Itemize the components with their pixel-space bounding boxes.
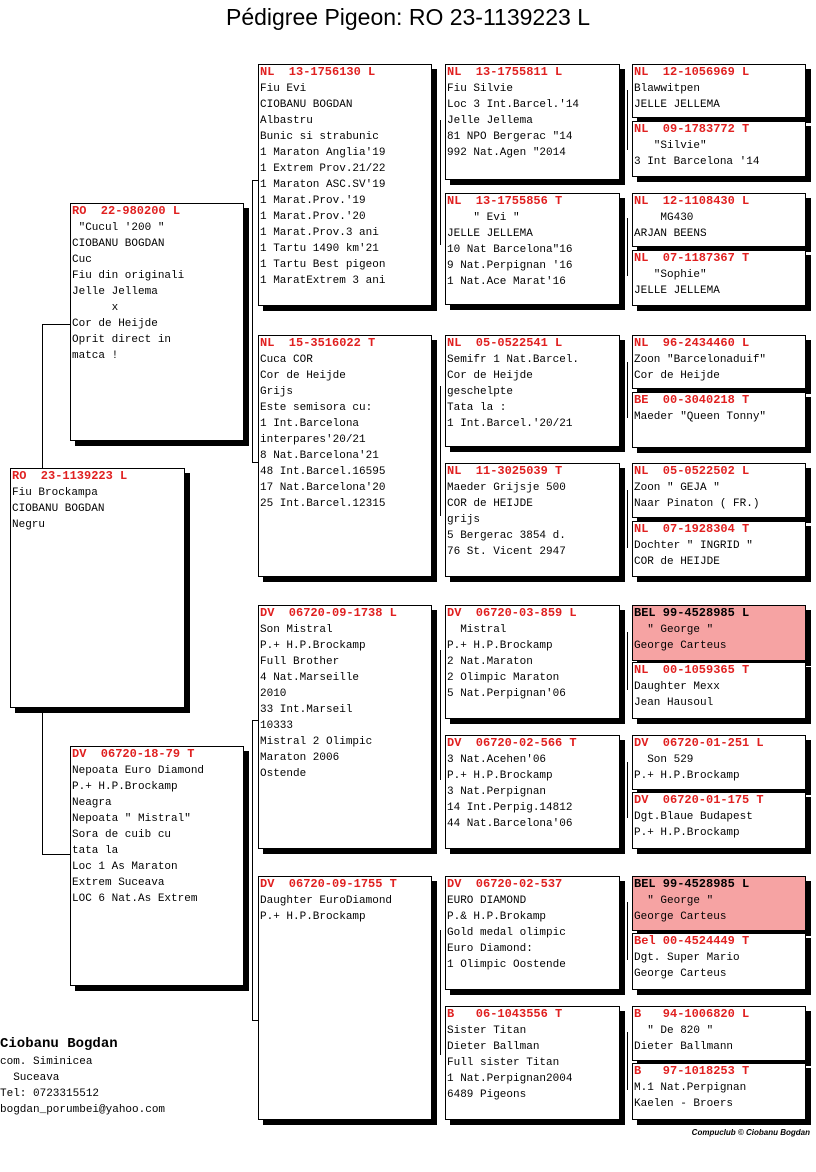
- ring-number: DV 06720-09-1738 L: [260, 606, 397, 620]
- ring-number: NL 07-1928304 T: [634, 522, 750, 536]
- ancestor-card: [445, 735, 620, 849]
- ancestor-card: [632, 64, 806, 118]
- ring-number: NL 13-1756130 L: [260, 65, 376, 79]
- connector-line: [252, 720, 253, 1020]
- pigeon-info: M.1 Nat.Perpignan Kaelen - Broers: [634, 1082, 747, 1110]
- ancestor-card: [445, 463, 620, 577]
- connector-line: [627, 632, 628, 690]
- pigeon-info: " George " George Carteus: [634, 624, 727, 652]
- ring-number: DV 06720-18-79 T: [72, 747, 195, 761]
- ring-number: NL 09-1783772 T: [634, 122, 750, 136]
- ring-number: NL 07-1187367 T: [634, 251, 750, 265]
- pigeon-info: EURO DIAMOND P.& H.P.Brokamp Gold medal olimpic Euro Diamond: 1 Olimpic Oostende: [447, 895, 566, 971]
- connector-line: [252, 180, 253, 462]
- pigeon-info: Dochter " INGRID " COR de HEIJDE: [634, 540, 753, 568]
- ancestor-card: [632, 1063, 806, 1120]
- ring-number: NL 05-0522502 L: [634, 464, 750, 478]
- ring-number: RO 22-980200 L: [72, 204, 181, 218]
- pigeon-info: Dgt.Blaue Budapest P.+ H.P.Brockamp: [634, 811, 753, 839]
- breeder-details: com. Siminicea Suceava Tel: 0723315512 bogdan_porumbei@yahoo.com: [0, 1056, 166, 1116]
- ring-number: B 06-1043556 T: [447, 1007, 563, 1021]
- ring-number: RO 23-1139223 L: [12, 469, 128, 483]
- connector-line: [42, 710, 43, 854]
- ancestor-card-highlighted: [632, 876, 806, 931]
- ring-number: NL 11-3025039 T: [447, 464, 563, 478]
- pigeon-info: Mistral P.+ H.P.Brockamp 2 Nat.Maraton 2 Olimpic Maraton 5 Nat.Perpignan'06: [447, 624, 566, 700]
- ring-number: B 97-1018253 T: [634, 1064, 750, 1078]
- ring-number: DV 06720-02-566 T: [447, 736, 577, 750]
- pigeon-info: "Sophie" JELLE JELLEMA: [634, 269, 720, 297]
- ring-number: NL 13-1755811 L: [447, 65, 563, 79]
- pigeon-info: Semifr 1 Nat.Barcel. Cor de Heijde geschelpte Tata la : 1 Int.Barcel.'20/21: [447, 354, 580, 430]
- dam-card: [70, 746, 244, 986]
- ancestor-card: [445, 876, 620, 990]
- connector-line: [440, 120, 441, 245]
- pigeon-info: Blawwitpen JELLE JELLEMA: [634, 83, 720, 111]
- ancestor-card: [632, 250, 806, 306]
- connector-line: [627, 362, 628, 418]
- ancestor-card: [632, 933, 806, 990]
- connector-line: [627, 490, 628, 548]
- ancestor-card-highlighted: [632, 605, 806, 661]
- pigeon-info: Zoon " GEJA " Naar Pinaton ( FR.): [634, 482, 760, 510]
- ancestor-card: [445, 64, 620, 180]
- pigeon-info: Maeder Grijsje 500 COR de HEIJDE grijs 5 Bergerac 3854 d. 76 St. Vicent 2947: [447, 482, 566, 558]
- ancestor-card: [445, 1006, 620, 1120]
- ring-number: DV 06720-02-537: [447, 877, 563, 891]
- ancestor-card: [632, 392, 806, 448]
- footer-credit: Compuclub © Ciobanu Bogdan: [691, 1128, 810, 1137]
- ancestor-card: [632, 463, 806, 518]
- pigeon-info: "Cucul '200 " CIOBANU BOGDAN Cuc Fiu din originali Jelle Jellema x Cor de Heijde Oprit direct in matca !: [72, 222, 185, 362]
- pigeon-info: " Evi " JELLE JELLEMA 10 Nat Barcelona"16 9 Nat.Perpignan '16 1 Nat.Ace Marat'16: [447, 212, 573, 288]
- pigeon-info: Son 529 P.+ H.P.Brockamp: [634, 754, 740, 782]
- ancestor-card: [632, 735, 806, 790]
- ring-number: NL 00-1059365 T: [634, 663, 750, 677]
- pigeon-info: 3 Nat.Acehen'06 P.+ H.P.Brockamp 3 Nat.Perpignan 14 Int.Perpig.14812 44 Nat.Barcelona'06: [447, 754, 573, 830]
- connector-line: [42, 324, 70, 325]
- breeder-name: Ciobanu Bogdan: [0, 1036, 118, 1052]
- pigeon-info: Fiu Silvie Loc 3 Int.Barcel.'14 Jelle Jellema 81 NPO Bergerac "14 992 Nat.Agen "2014: [447, 83, 580, 159]
- connector-line: [42, 854, 70, 855]
- pigeon-info: Nepoata Euro Diamond P.+ H.P.Brockamp Neagra Nepoata " Mistral" Sora de cuib cu tata la Loc 1 As Maraton Extrem Suceava LOC 6 Nat.As Extrem: [72, 765, 205, 905]
- ring-number: DV 06720-09-1755 T: [260, 877, 397, 891]
- ancestor-card: [632, 521, 806, 577]
- connector-line: [440, 930, 441, 1055]
- ancestor-card: [632, 662, 806, 719]
- pigeon-info: Sister Titan Dieter Ballman Full sister Titan 1 Nat.Perpignan2004 6489 Pigeons: [447, 1025, 573, 1101]
- pigeon-info: Son Mistral P.+ H.P.Brockamp Full Brother 4 Nat.Marseille 2010 33 Int.Marseil 10333 Mistral 2 Olimpic Maraton 2006 Ostende: [260, 624, 373, 780]
- ring-number: Bel 00-4524449 T: [634, 934, 750, 948]
- connector-line: [42, 324, 43, 469]
- pigeon-info: Fiu Evi CIOBANU BOGDAN Albastru Bunic si strabunic 1 Maraton Anglia'19 1 Extrem Prov.21/22 1 Maraton ASC.SV'19 1 Marat.Prov.'19 1 Marat.Prov.'20 1 Marat.Prov.3 ani 1 Tartu 1490 km'21 1 Tartu Best pigeon 1 MaratExtrem 3 ani: [260, 83, 386, 287]
- connector-line: [440, 650, 441, 780]
- connector-line: [627, 218, 628, 276]
- dam-dam-card: [258, 876, 432, 1120]
- ring-number: NL 15-3516022 T: [260, 336, 376, 350]
- connector-line: [440, 386, 441, 516]
- breeder-info: [0, 1034, 165, 1118]
- ring-number: NL 96-2434460 L: [634, 336, 750, 350]
- dam-sire-card: [258, 605, 432, 849]
- connector-line: [627, 1032, 628, 1090]
- ancestor-card: [632, 121, 806, 177]
- ring-number: NL 13-1755856 T: [447, 194, 563, 208]
- ring-number: DV 06720-01-251 L: [634, 736, 764, 750]
- pigeon-info: " De 820 " Dieter Ballmann: [634, 1025, 734, 1053]
- ring-number: NL 12-1108430 L: [634, 194, 750, 208]
- ancestor-card: [445, 193, 620, 305]
- ancestor-card: [445, 335, 620, 447]
- pigeon-info: MG430 ARJAN BEENS: [634, 212, 707, 240]
- ancestor-card: [632, 335, 806, 389]
- pigeon-info: " George " George Carteus: [634, 895, 727, 923]
- ring-number: NL 12-1056969 L: [634, 65, 750, 79]
- ring-number: DV 06720-03-859 L: [447, 606, 577, 620]
- subject-pigeon-card: [10, 468, 185, 708]
- page-title: Pédigree Pigeon: RO 23-1139223 L: [225, 4, 590, 30]
- ring-number: NL 05-0522541 L: [447, 336, 563, 350]
- pigeon-info: Daughter EuroDiamond P.+ H.P.Brockamp: [260, 895, 393, 923]
- ring-number: DV 06720-01-175 T: [634, 793, 764, 807]
- pigeon-info: Daughter Mexx Jean Hausoul: [634, 681, 720, 709]
- sire-card: [70, 203, 244, 441]
- ancestor-card: [632, 193, 806, 247]
- pigeon-info: Fiu Brockampa CIOBANU BOGDAN Negru: [12, 487, 105, 531]
- pigeon-info: Cuca COR Cor de Heijde Grijs Este semisora cu: 1 Int.Barcelona interpares'20/21 8 Nat.Barcelona'21 48 Int.Barcel.16595 17 Nat.Barcelona'20 25 Int.Barcel.12315: [260, 354, 386, 510]
- ring-number: B 94-1006820 L: [634, 1007, 750, 1021]
- ring-number: BEL 99-4528985 L: [634, 877, 750, 891]
- connector-line: [627, 90, 628, 150]
- pigeon-info: Dgt. Super Mario George Carteus: [634, 952, 740, 980]
- sire-sire-card: [258, 64, 432, 306]
- pigeon-info: Zoon "Barcelonaduif" Cor de Heijde: [634, 354, 767, 382]
- pigeon-info: Maeder "Queen Tonny": [634, 411, 767, 423]
- ancestor-card: [445, 605, 620, 719]
- ring-number: BEL 99-4528985 L: [634, 606, 750, 620]
- sire-dam-card: [258, 335, 432, 577]
- pigeon-info: "Silvie" 3 Int Barcelona '14: [634, 140, 760, 168]
- ring-number: BE 00-3040218 T: [634, 393, 750, 407]
- connector-line: [627, 902, 628, 960]
- ancestor-card: [632, 792, 806, 849]
- ancestor-card: [632, 1006, 806, 1061]
- connector-line: [627, 762, 628, 818]
